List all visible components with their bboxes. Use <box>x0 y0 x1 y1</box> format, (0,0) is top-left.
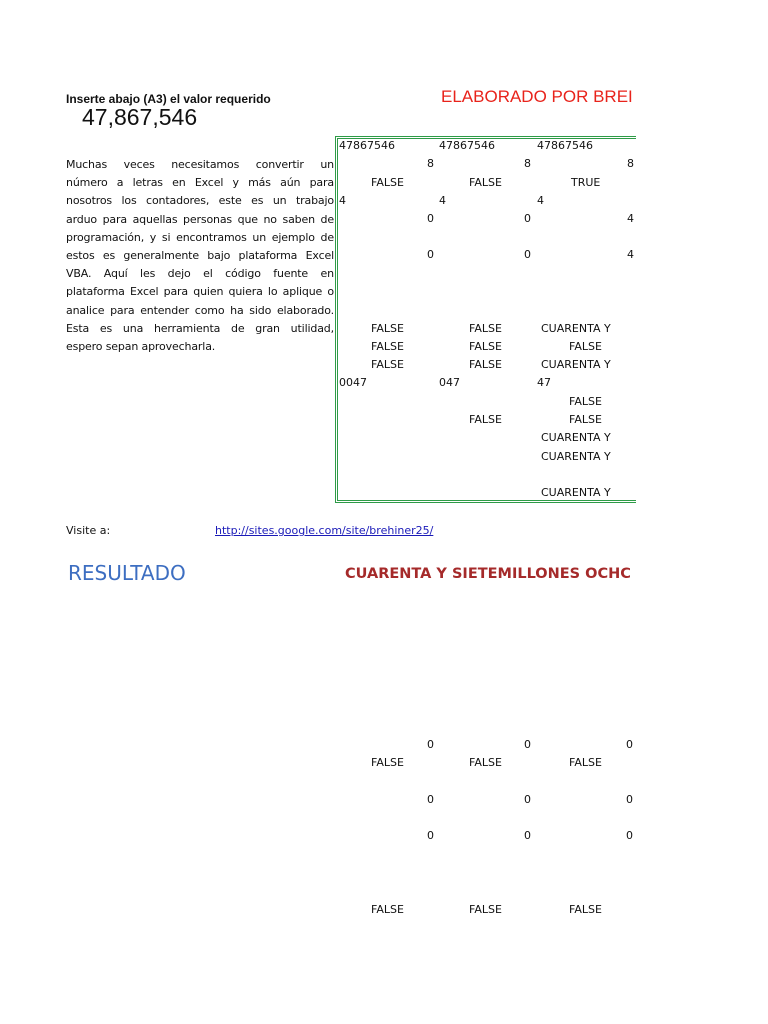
description-line: VBA. Aquí les dejo el código fuente en <box>66 267 334 281</box>
grid-cell[interactable]: 47 <box>537 376 551 389</box>
site-link[interactable]: http://sites.google.com/site/brehiner25/ <box>215 524 434 537</box>
description-line: espero sepan aprovecharla. <box>66 340 216 354</box>
grid-cell[interactable]: 8 <box>524 157 531 170</box>
grid-cell[interactable]: FALSE <box>569 395 602 408</box>
lower-grid-cell[interactable]: 0 <box>524 738 531 751</box>
description-line: nosotros los contadores, este es un trabajo <box>66 194 334 208</box>
grid-cell[interactable]: 0 <box>427 248 434 261</box>
grid-cell[interactable]: 0047 <box>339 376 367 389</box>
grid-cell[interactable]: FALSE <box>469 322 502 335</box>
lower-grid-cell[interactable]: 0 <box>524 829 531 842</box>
grid-cell[interactable]: CUARENTA Y <box>541 486 611 499</box>
grid-cell[interactable]: CUARENTA Y <box>541 322 611 335</box>
lower-grid-cell[interactable]: FALSE <box>469 756 502 769</box>
grid-cell[interactable]: 47867546 <box>439 139 495 152</box>
lower-grid-cell[interactable]: 0 <box>427 793 434 806</box>
grid-cell[interactable]: FALSE <box>469 340 502 353</box>
instruction-label: Inserte abajo (A3) el valor requerido <box>66 92 271 106</box>
grid-cell[interactable]: FALSE <box>371 176 404 189</box>
lower-grid-cell[interactable]: 0 <box>524 793 531 806</box>
grid-cell[interactable]: 0 <box>524 212 531 225</box>
lower-grid-cell[interactable]: 0 <box>427 829 434 842</box>
grid-cell[interactable]: CUARENTA Y <box>541 358 611 371</box>
grid-cell[interactable]: 4 <box>537 194 544 207</box>
grid-cell[interactable]: FALSE <box>469 413 502 426</box>
calculation-box <box>335 136 636 503</box>
grid-cell[interactable]: 0 <box>427 212 434 225</box>
result-text: CUARENTA Y SIETEMILLONES OCHC <box>345 566 631 582</box>
lower-grid-cell[interactable]: 0 <box>626 738 633 751</box>
grid-cell[interactable]: 4 <box>339 194 346 207</box>
result-label: RESULTADO <box>68 561 186 585</box>
grid-cell[interactable]: 047 <box>439 376 460 389</box>
grid-cell[interactable]: 0 <box>524 248 531 261</box>
grid-cell[interactable]: 47867546 <box>339 139 395 152</box>
grid-cell[interactable]: 4 <box>627 248 634 261</box>
description-line: arduo para aquellas personas que no saben de <box>66 212 334 226</box>
description-line: Esta es una herramienta de gran utilidad, <box>66 321 334 335</box>
description-paragraph <box>66 156 334 356</box>
description-line: plataforma Excel para quien quiera lo aplique o <box>66 285 334 299</box>
grid-cell[interactable]: 4 <box>439 194 446 207</box>
lower-grid-cell[interactable]: 0 <box>626 793 633 806</box>
grid-cell[interactable]: FALSE <box>569 340 602 353</box>
grid-cell[interactable]: TRUE <box>571 176 601 189</box>
description-line: programación, y si encontramos un ejemplo de <box>66 230 334 244</box>
lower-grid-cell[interactable]: FALSE <box>569 903 602 916</box>
grid-cell[interactable]: FALSE <box>569 413 602 426</box>
grid-cell[interactable]: CUARENTA Y <box>541 431 611 444</box>
lower-grid-cell[interactable]: FALSE <box>371 756 404 769</box>
grid-cell[interactable]: 8 <box>427 157 434 170</box>
description-line: analice para entender como ha sido elaborado. <box>66 303 334 317</box>
grid-cell[interactable]: FALSE <box>371 358 404 371</box>
grid-cell[interactable]: CUARENTA Y <box>541 450 611 463</box>
grid-cell[interactable]: FALSE <box>371 340 404 353</box>
lower-grid-cell[interactable]: FALSE <box>569 756 602 769</box>
grid-cell[interactable]: FALSE <box>371 322 404 335</box>
grid-cell[interactable]: FALSE <box>469 176 502 189</box>
lower-grid-cell[interactable]: FALSE <box>469 903 502 916</box>
credit-title: ELABORADO POR BREI <box>441 87 633 106</box>
description-line: Muchas veces necesitamos convertir un <box>66 158 334 171</box>
grid-cell[interactable]: 8 <box>627 157 634 170</box>
description-line: estos es generalmente bajo plataforma Excel <box>66 249 334 263</box>
input-value-cell[interactable]: 47,867,546 <box>82 104 198 130</box>
grid-cell[interactable]: FALSE <box>469 358 502 371</box>
lower-grid-cell[interactable]: 0 <box>427 738 434 751</box>
lower-grid-cell[interactable]: FALSE <box>371 903 404 916</box>
description-line: número a letras en Excel y más aún para <box>66 176 334 190</box>
visit-label: Visite a: <box>66 524 111 537</box>
lower-grid-cell[interactable]: 0 <box>626 829 633 842</box>
grid-cell[interactable]: 4 <box>627 212 634 225</box>
grid-cell[interactable]: 47867546 <box>537 139 593 152</box>
